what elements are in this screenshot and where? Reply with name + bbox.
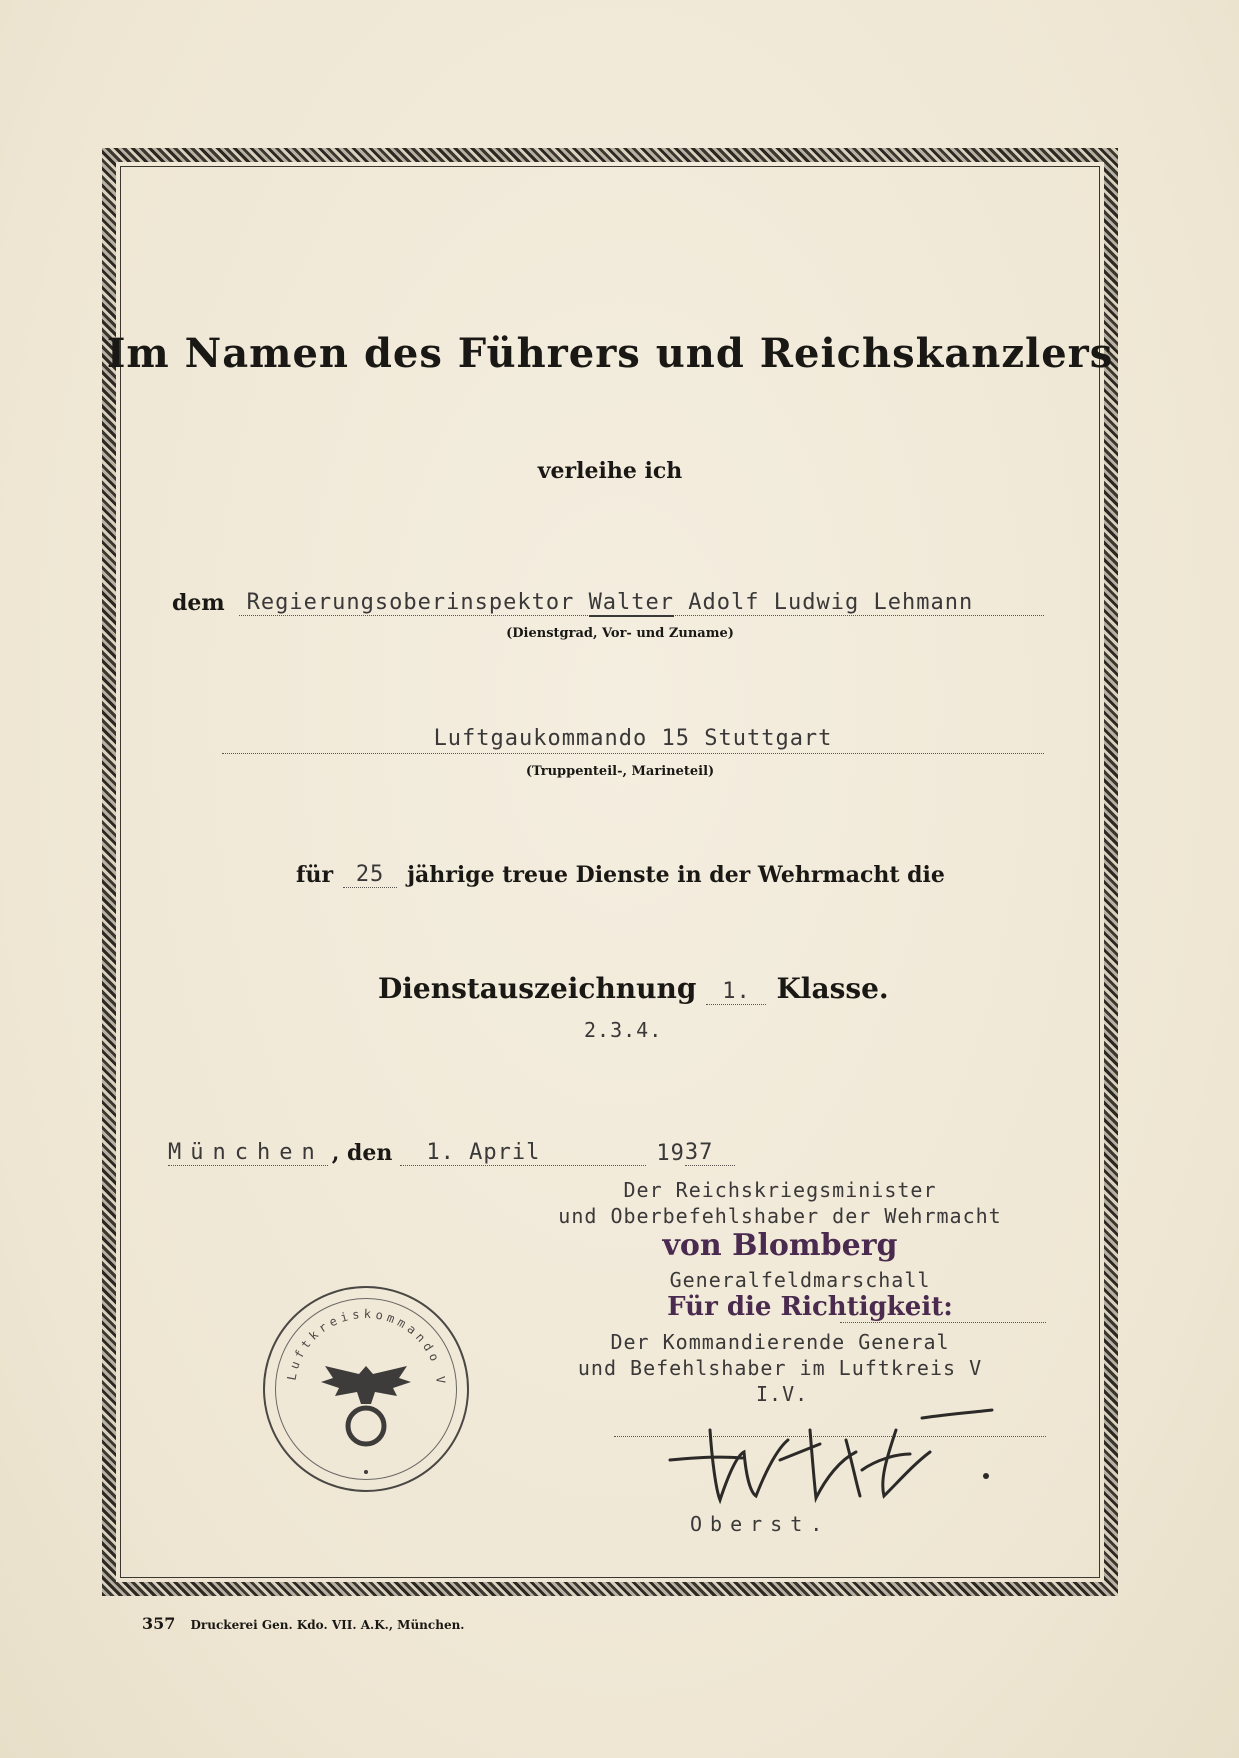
recipient-prefix: dem <box>172 590 225 616</box>
award-class: 1. <box>706 979 766 1005</box>
service-text: jährige treue Dienste in der Wehrmacht die <box>407 862 945 888</box>
sig-iv: I.V. <box>756 1382 809 1406</box>
footer-printer: Druckerei Gen. Kdo. VII. A.K., München. <box>190 1618 465 1632</box>
recipient-middle-names: Adolf Ludwig <box>688 590 860 615</box>
year-prefix: 19 <box>656 1141 685 1166</box>
award-name: Dienstauszeichnung <box>378 972 697 1005</box>
signer-rank: Oberst. <box>690 1512 831 1536</box>
award-suffix: Klasse. <box>776 972 889 1005</box>
official-seal <box>263 1286 469 1492</box>
footer-number: 357 <box>142 1614 176 1633</box>
service-prefix: für <box>296 862 334 888</box>
award-code: 2.3.4. <box>584 1018 663 1042</box>
eagle-icon <box>321 1366 411 1404</box>
seal-text: Luftkreiskommando V <box>284 1306 449 1389</box>
service-row <box>296 862 976 888</box>
seal-graphic <box>265 1288 467 1490</box>
place-date-row <box>168 1140 758 1166</box>
award-row <box>378 972 898 1005</box>
recipient-rank: Regierungsoberinspektor <box>246 590 575 615</box>
sig-line4: und Befehlshaber im Luftkreis V <box>577 1356 983 1380</box>
service-years: 25 <box>343 862 397 888</box>
sig-line2: und Oberbefehlshaber der Wehrmacht <box>558 1204 1002 1228</box>
sig-line1: Der Reichskriegsminister <box>623 1178 937 1202</box>
stamp-name: von Blomberg <box>662 1228 898 1263</box>
recipient-first-name: Walter <box>588 590 675 615</box>
footer <box>142 1614 464 1633</box>
unit-caption: (Truppenteil-, Marineteil) <box>525 764 715 779</box>
unit-field: Luftgaukommando 15 Stuttgart <box>222 726 1044 754</box>
wreath-icon <box>348 1408 384 1444</box>
year-suffix: 37 <box>685 1140 735 1166</box>
place-sep: , den <box>331 1140 393 1166</box>
sig-rank: Generalfeldmarschall <box>669 1268 931 1292</box>
place-city: München <box>168 1140 328 1166</box>
correctness-dotted-line <box>840 1322 1046 1323</box>
handwritten-signature <box>660 1400 1000 1520</box>
recipient-row <box>172 590 1044 616</box>
recipient-caption: (Dienstgrad, Vor- und Zuname) <box>506 626 734 641</box>
date-field: 1. April <box>400 1140 646 1166</box>
verleihe-text: verleihe ich <box>537 458 683 484</box>
sig-line3: Der Kommandierende General <box>610 1330 950 1354</box>
recipient-name-field <box>239 590 1044 616</box>
correctness-stamp: Für die Richtigkeit: <box>667 1292 953 1322</box>
certificate-title: Im Namen des Führers und Reichskanzlers <box>106 330 1114 377</box>
recipient-last-name: Lehmann <box>873 590 974 615</box>
